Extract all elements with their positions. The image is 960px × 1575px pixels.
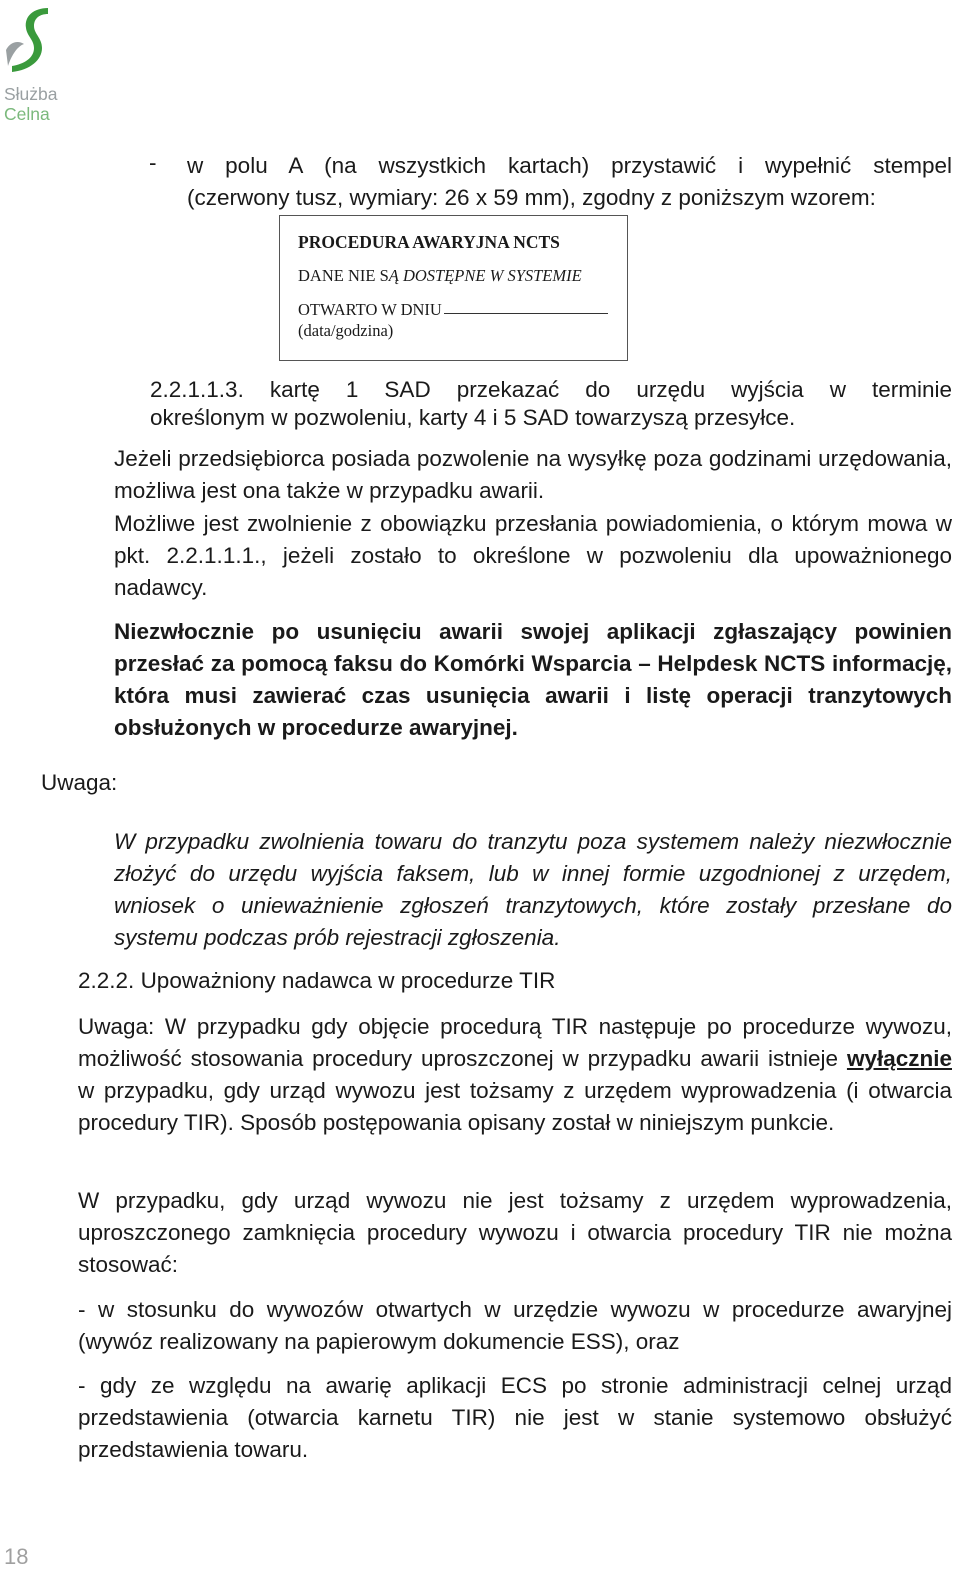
stamp-intro-line1: w polu A (na wszystkich kartach) przystawić i wypełnić stempel [187,153,952,178]
logo-text-line1: Służba [4,84,58,104]
stamp-intro-line2: (czerwony tusz, wymiary: 26 x 59 mm), zgodny z poniższym wzorem: [187,185,876,210]
stamp-line-2-part-b: Ą DOSTĘPNE W SYSTEMIE [388,266,582,285]
stamp-line-3 [298,300,608,320]
paragraph-italic-notice: W przypadku zwolnienia towaru do tranzytu poza systemem należy niezwłocznie złożyć do urzędu wyjścia faksem, lub w innej formie uzgodnionej z urzędem, wniosek o unieważnienie zgłoszeń tranzytowych, które zostały przesłane do systemu podczas prób rejestracji zgłoszenia. [114,829,952,950]
customs-logo [4,6,74,124]
section-number: 2.2.2. [78,968,135,993]
paragraph-w-przypadku: W przypadku, gdy urząd wywozu nie jest tożsamy z urzędem wyprowadzenia, uproszczonego zamknięcia procedury wywozu i otwarcia procedury TIR nie można stosować: [78,1188,952,1277]
list-dash: - [149,150,157,175]
uwaga-label: Uwaga: [41,770,118,795]
paragraph-mozliwe: Możliwe jest zwolnienie z obowiązku przesłania powiadomienia, o którym mowa w pkt. 2.2.1.1.1., jeżeli zostało to określone w pozwoleniu dla upoważnionego nadawcy. [114,511,952,600]
paragraph-2-2-1-1-3-line1: 2.2.1.1.3. kartę 1 SAD przekazać do urzędu wyjścia w terminie [150,377,952,402]
stamp-fill-line [444,313,608,314]
paragraph-2-2-1-1-3-line2: określonym w pozwoleniu, karty 4 i 5 SAD towarzyszą przesyłce. [150,405,796,430]
uwaga-tir-emphasis: wyłącznie [846,1046,952,1071]
section-title: Upoważniony nadawca w procedurze TIR [140,968,556,993]
list-item-dash-2: - gdy ze względu na awarię aplikacji ECS po stronie administracji celnej urząd przedstawienia (otwarcia karnetu TIR) nie jest w stanie systemowo obsłużyć przedstawienia towaru. [78,1373,952,1462]
logo-text-line2: Celna [4,104,50,124]
customs-logo-icon [4,6,52,78]
page-number: 18 [4,1544,29,1569]
stamp-line-2 [298,266,582,286]
uwaga-tir-after: w przypadku, gdy urząd wywozu jest tożsamy z urzędem wyprowadzenia (i otwarcia procedury TIR). Sposób postępowania opisany został w niniejszym punkcie. [78,1078,952,1135]
stamp-line-2-part-a: DANE NIE S [298,266,389,285]
stamp-line-4: (data/godzina) [298,321,394,340]
list-item-dash-1: - w stosunku do wywozów otwartych w urzędzie wywozu w procedurze awaryjnej (wywóz realizowany na papierowym dokumencie ESS), oraz [78,1297,952,1354]
uwaga-tir-before: Uwaga: W przypadku gdy objęcie procedurą TIR następuje po procedurze wywozu, możliwość stosowania procedury uproszczonej w przypadku awarii istnieje [78,1014,952,1071]
section-heading-2-2-2 [78,968,555,994]
paragraph-bold-notice: Niezwłocznie po usunięciu awarii swojej aplikacji zgłaszający powinien przesłać za pomocą faksu do Komórki Wsparcia – Helpdesk NCTS informację, która musi zawierać czas usunięcia awarii i listę operacji tranzytowych obsłużonych w procedurze awaryjnej. [114,619,952,740]
stamp-template-box [279,215,628,361]
paragraph-jezeli: Jeżeli przedsiębiorca posiada pozwolenie na wysyłkę poza godzinami urzędowania, możliwa jest ona także w przypadku awarii. [114,446,952,503]
stamp-title: PROCEDURA AWARYJNA NCTS [298,232,560,252]
stamp-opened-label: OTWARTO W DNIU [298,300,442,319]
paragraph-uwaga-tir [78,1011,952,1139]
